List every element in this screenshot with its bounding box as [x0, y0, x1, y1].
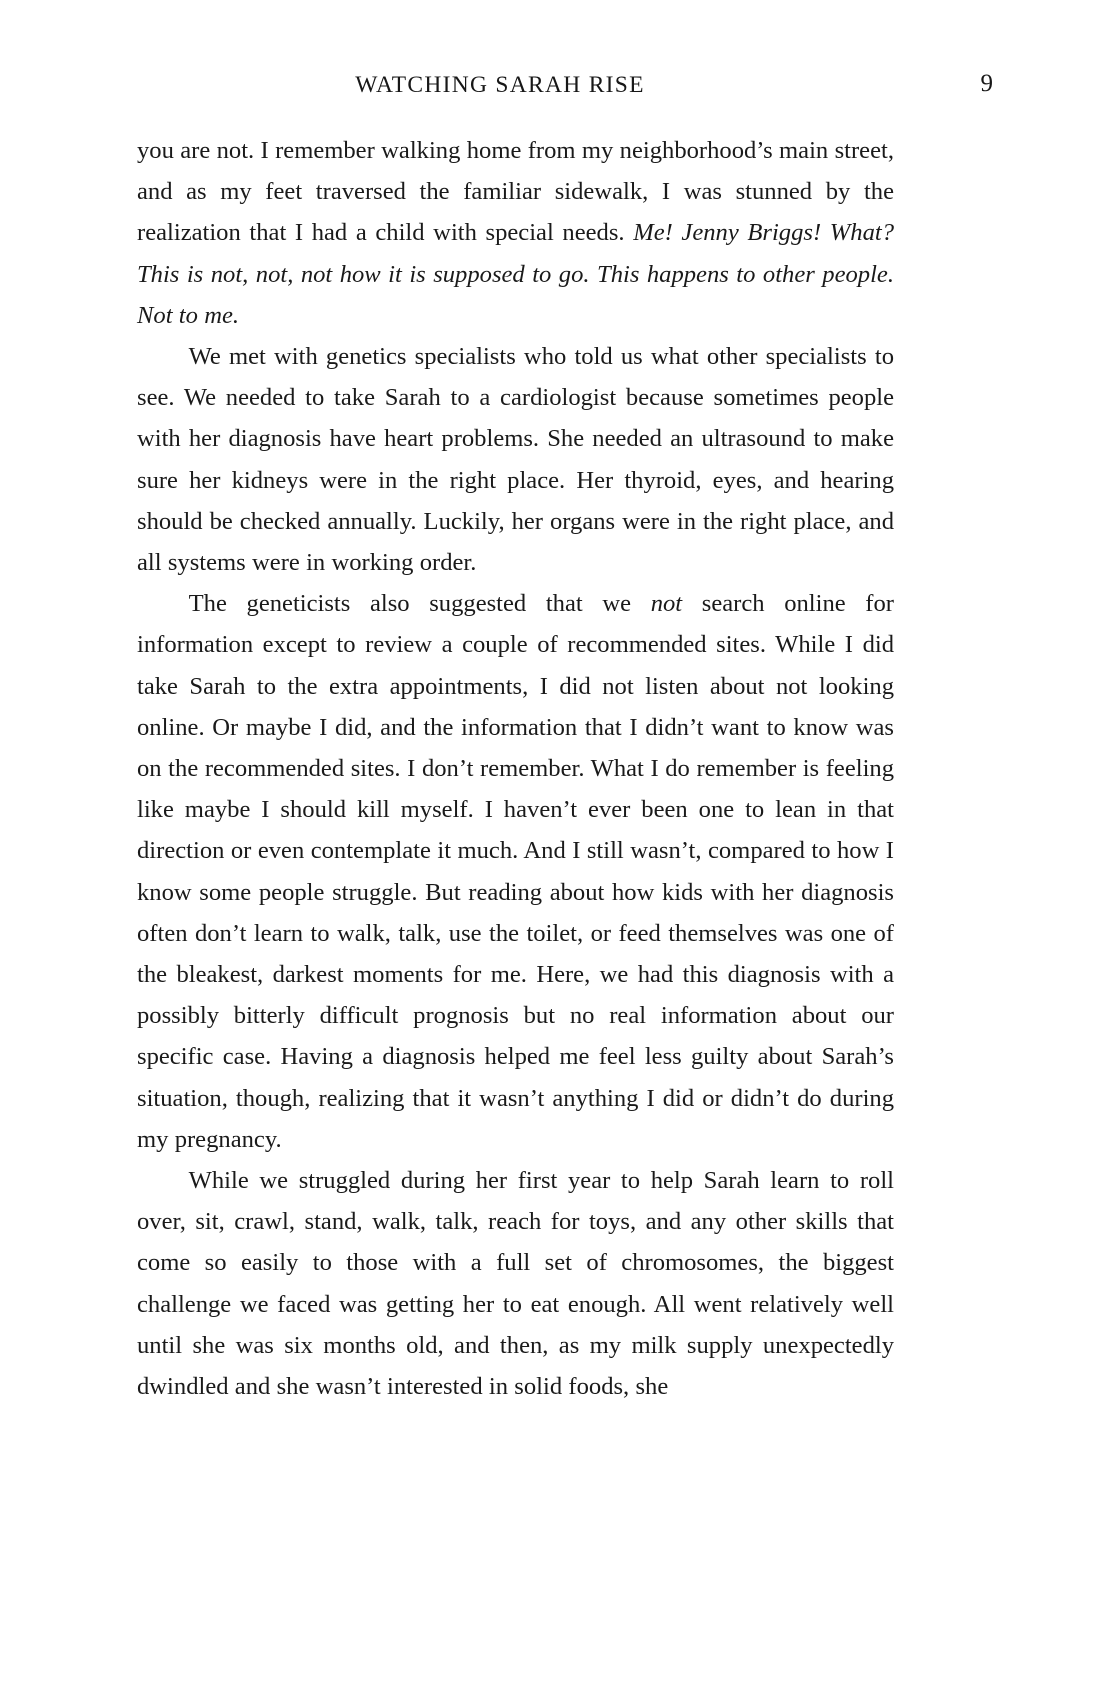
body-text: search online for information except to review a couple of recommended sites. While I did take Sarah to the extra appointments, I did not listen about not looking online. Or maybe I did, and the information that I didn’t want to know was on the recommended sites. I don’t remember. What I do remember is feeling like maybe I should kill myself. I haven’t ever been one to lean in that direction or even contemplate it much. And I still wasn’t, compared to how I know some people struggle. But reading about how kids with her diagnosis often don’t learn to walk, talk, use the toilet, or feed themselves was one of the bleakest, darkest moments for me. Here, we had this diagnosis with a possibly bitterly difficult prognosis but no real information about our specific case. Having a diagnosis helped me feel less guilty about Sarah’s situation, though, realizing that it wasn’t anything I did or didn’t do during my pregnancy.: [137, 590, 894, 1153]
emphasized-text: not: [650, 590, 683, 618]
paragraph: [137, 583, 894, 1160]
paragraph: [137, 336, 894, 583]
body-text: While we struggled during her first year to help Sarah learn to roll over, sit, crawl, stand, walk, talk, reach for toys, and any other skills that come so easily to those with a full set of chromosomes, the biggest challenge we faced was getting her to eat enough. All went relatively well until she was six months old, and then, as my milk supply unexpectedly dwindled and she wasn’t interested in solid foods, she: [137, 1167, 894, 1401]
body-text: The geneticists also suggested that we: [188, 590, 651, 618]
body-text: We met with genetics specialists who told us what other specialists to see. We needed to take Sarah to a cardiologist because sometimes people with her diagnosis have heart problems. She needed an ultrasound to make sure her kidneys were in the right place. Her thyroid, eyes, and hearing should be checked annually. Luckily, her organs were in the right place, and all systems were in working order.: [137, 343, 894, 577]
running-head-title: WATCHING SARAH RISE: [355, 72, 645, 98]
paragraph: [137, 130, 894, 336]
body-text-block: [137, 130, 894, 1407]
emphasized-text: Me! Jenny Briggs! What? This is not, not, not how it is supposed to go. This happens to other people. Not to me.: [137, 219, 894, 329]
running-head: [137, 72, 993, 106]
page-number: 9: [980, 70, 993, 97]
body-text: you are not. I remember walking home from my neighborhood’s main street, and as my feet traversed the familiar sidewalk, I was stunned by the realization that I had a child with special needs.: [137, 137, 894, 247]
paragraph: [137, 1160, 894, 1407]
